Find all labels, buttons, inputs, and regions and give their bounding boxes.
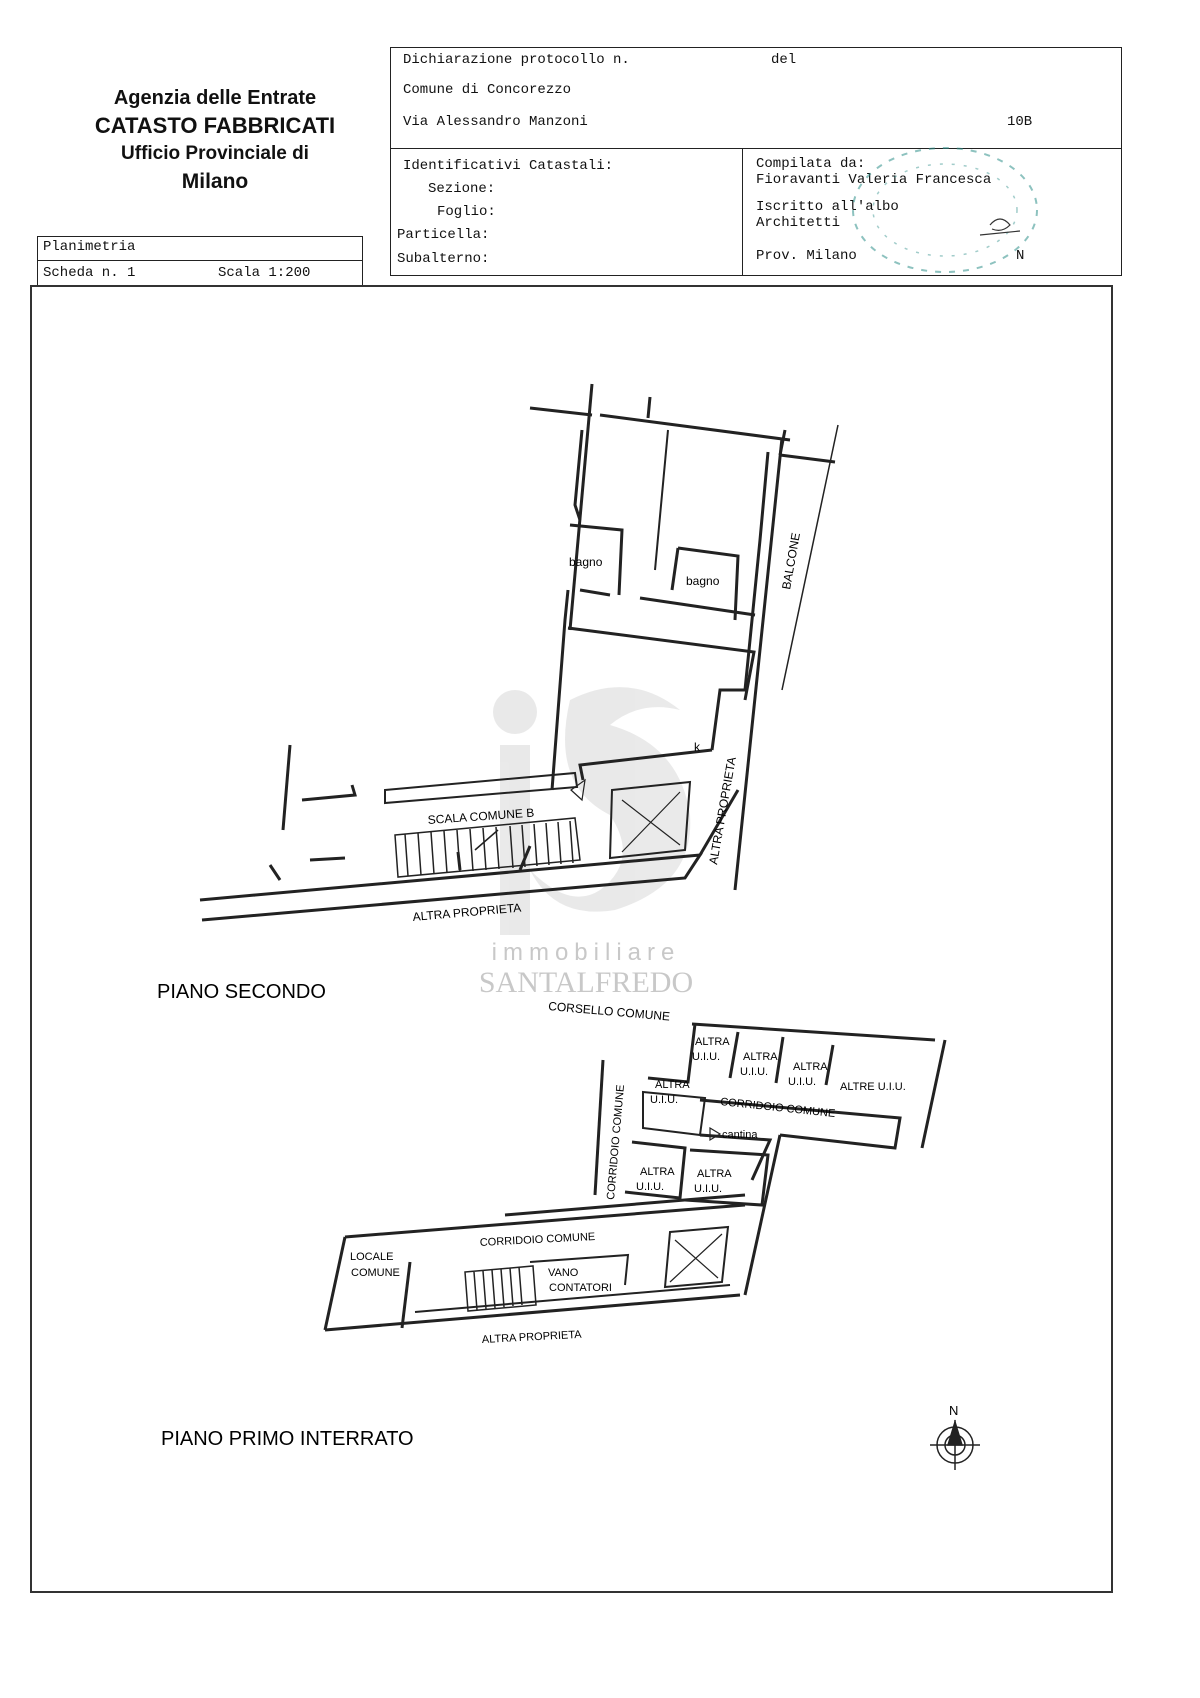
order-label: Architetti: [756, 215, 841, 231]
uiu-3-altra: ALTRA: [793, 1061, 828, 1073]
scale-label: Scala 1:200: [218, 265, 311, 281]
basement-floor-label: PIANO PRIMO INTERRATO: [161, 1428, 414, 1450]
watermark-line2: SANTALFREDO: [478, 966, 694, 999]
uiu-1-label: U.I.U.: [692, 1051, 721, 1063]
cantina-triangle: [710, 1128, 720, 1140]
sheet-title: Planimetria: [43, 239, 136, 255]
uiu-4-label: U.I.U.: [650, 1094, 679, 1106]
civic-number: 10B: [1007, 114, 1033, 130]
uiu-5-altra: ALTRA: [640, 1166, 675, 1178]
north-arrow-icon: [930, 1420, 980, 1470]
uiu-6-altra: ALTRA: [697, 1168, 732, 1180]
compiler-label: Compilata da:: [756, 156, 866, 172]
cantina-label: cantina: [722, 1129, 758, 1141]
uiu-5-label: U.I.U.: [636, 1181, 665, 1193]
uiu-2-altra: ALTRA: [743, 1051, 778, 1063]
uiu-6-label: U.I.U.: [694, 1183, 723, 1195]
address-label: Via Alessandro Manzoni: [403, 114, 588, 130]
corsello-label: CORSELLO COMUNE: [547, 999, 671, 1024]
province-label: Prov. Milano: [756, 248, 857, 264]
basement-altra-label: ALTRA PROPRIETA: [481, 1328, 582, 1346]
altre-uiu-label: ALTRE U.I.U.: [840, 1081, 906, 1093]
office-city: Milano: [181, 170, 249, 193]
catasto-title: CATASTO FABBRICATI: [94, 113, 336, 138]
enrolled-label: Iscritto all'albo: [756, 199, 899, 215]
uiu-2-label: U.I.U.: [740, 1066, 769, 1078]
balcone-label: BALCONE: [779, 531, 803, 591]
corridoio-verticale-label: CORRIDOIO COMUNE: [605, 1084, 628, 1201]
protocol-date-label: del: [771, 52, 797, 68]
comune-locale-label: COMUNE: [351, 1267, 400, 1279]
corridoio-orizzontale-label: CORRIDOIO COMUNE: [719, 1096, 836, 1121]
uiu-4-altra: ALTRA: [655, 1079, 690, 1091]
foglio-label: Foglio:: [437, 204, 496, 220]
sezione-label: Sezione:: [428, 181, 496, 197]
altra-right-label: ALTRA PROPRIETA: [706, 755, 739, 866]
bagno-left-label: bagno: [569, 555, 603, 569]
uiu-1-altra: ALTRA: [695, 1036, 730, 1048]
second-floor-label: PIANO SECONDO: [157, 981, 326, 1003]
watermark-line1: immobiliare: [491, 939, 681, 966]
particella-label: Particella:: [397, 227, 490, 243]
compiler-name: Fioravanti Valeria Francesca: [756, 172, 992, 188]
contatori-label: CONTATORI: [549, 1282, 612, 1294]
scheda-number: Scheda n. 1: [43, 265, 136, 281]
k-label: k: [694, 740, 700, 754]
corridoio-basso-label: CORRIDOIO COMUNE: [479, 1230, 596, 1249]
office-label: Ufficio Provinciale di: [121, 143, 309, 164]
subalterno-label: Subalterno:: [397, 251, 490, 267]
vano-label: VANO: [548, 1267, 579, 1279]
basement-plan: [325, 1024, 945, 1330]
scala-label: SCALA COMUNE B: [427, 805, 535, 827]
comune-label: Comune di Concorezzo: [403, 82, 572, 98]
altra-bottom-label: ALTRA PROPRIETA: [412, 900, 522, 924]
protocol-label: Dichiarazione protocollo n.: [403, 52, 630, 68]
bagno-right-label: bagno: [686, 574, 720, 588]
agency-name: Agenzia delle Entrate: [113, 87, 317, 109]
locale-label: LOCALE: [350, 1251, 394, 1263]
uiu-3-label: U.I.U.: [788, 1076, 817, 1088]
north-label: N: [949, 1403, 959, 1418]
registration-number: N: [1016, 248, 1025, 264]
identifiers-title: Identificativi Catastali:: [403, 158, 614, 174]
